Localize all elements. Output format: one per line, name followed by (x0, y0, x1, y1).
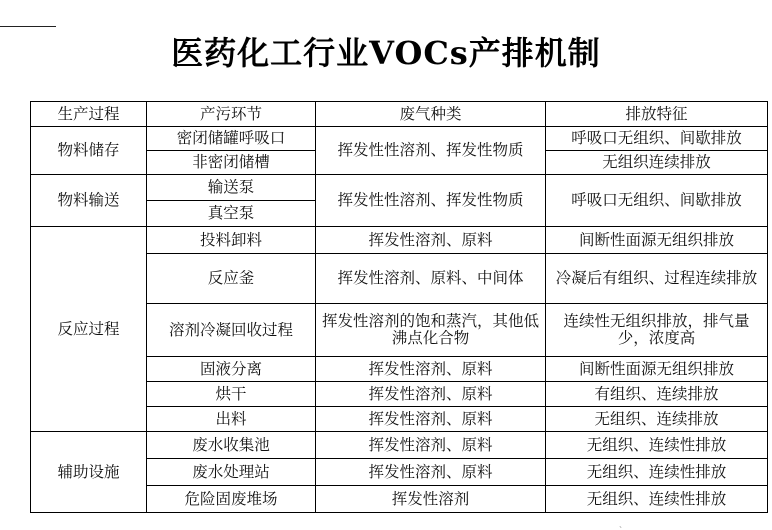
gas-cell: 挥发性性溶剂、挥发性物质 (316, 127, 546, 175)
col-header-link: 产污环节 (147, 102, 316, 127)
process-cell: 物料储存 (31, 127, 147, 175)
gas-cell: 挥发性溶剂、原料 (316, 407, 546, 432)
feature-cell: 有组织、连续排放 (546, 382, 768, 407)
link-cell: 危险固废堆场 (147, 486, 316, 513)
top-rule (0, 26, 56, 27)
link-cell: 出料 (147, 407, 316, 432)
link-cell: 烘干 (147, 382, 316, 407)
feature-cell: 无组织、连续性排放 (546, 432, 768, 459)
gas-cell: 挥发性溶剂、原料 (316, 459, 546, 486)
header-row (31, 102, 768, 127)
feature-cell: 无组织连续排放 (546, 151, 768, 175)
link-cell: 非密闭储槽 (147, 151, 316, 175)
link-cell: 投料卸料 (147, 227, 316, 254)
process-cell: 辅助设施 (31, 432, 147, 513)
feature-cell: 呼吸口无组织、间歇排放 (546, 127, 768, 151)
link-cell: 输送泵 (147, 175, 316, 201)
vocs-table (30, 101, 768, 513)
feature-cell: 无组织、连续排放 (546, 407, 768, 432)
link-cell: 溶剂冷凝回收过程 (147, 304, 316, 357)
gas-cell: 挥发性溶剂的饱和蒸汽，其他低沸点化合物 (316, 304, 546, 357)
process-cell: 反应过程 (31, 227, 147, 432)
table-row (31, 432, 768, 459)
corner-mark: 、 (619, 520, 627, 529)
link-cell: 废水收集池 (147, 432, 316, 459)
gas-cell: 挥发性性溶剂、挥发性物质 (316, 175, 546, 227)
link-cell: 固液分离 (147, 357, 316, 382)
page-title: 医药化工行业VOCs产排机制 (171, 34, 601, 72)
gas-cell: 挥发性溶剂 (316, 486, 546, 513)
link-cell: 真空泵 (147, 201, 316, 227)
feature-cell: 无组织、连续性排放 (546, 486, 768, 513)
feature-cell: 冷凝后有组织、过程连续排放 (546, 254, 768, 304)
feature-cell: 连续性无组织排放，排气量少，浓度高 (546, 304, 768, 357)
col-header-process: 生产过程 (31, 102, 147, 127)
feature-cell: 间断性面源无组织排放 (546, 357, 768, 382)
table-row (31, 175, 768, 201)
gas-cell: 挥发性溶剂、原料 (316, 227, 546, 254)
table-row (31, 227, 768, 254)
gas-cell: 挥发性溶剂、原料 (316, 432, 546, 459)
col-header-feature: 排放特征 (546, 102, 768, 127)
link-cell: 反应釜 (147, 254, 316, 304)
process-cell: 物料输送 (31, 175, 147, 227)
gas-cell: 挥发性溶剂、原料 (316, 382, 546, 407)
table-row (31, 127, 768, 151)
col-header-gas: 废气种类 (316, 102, 546, 127)
link-cell: 废水处理站 (147, 459, 316, 486)
feature-cell: 呼吸口无组织、间歇排放 (546, 175, 768, 227)
link-cell: 密闭储罐呼吸口 (147, 127, 316, 151)
gas-cell: 挥发性溶剂、原料、中间体 (316, 254, 546, 304)
feature-cell: 无组织、连续性排放 (546, 459, 768, 486)
feature-cell: 间断性面源无组织排放 (546, 227, 768, 254)
gas-cell: 挥发性溶剂、原料 (316, 357, 546, 382)
